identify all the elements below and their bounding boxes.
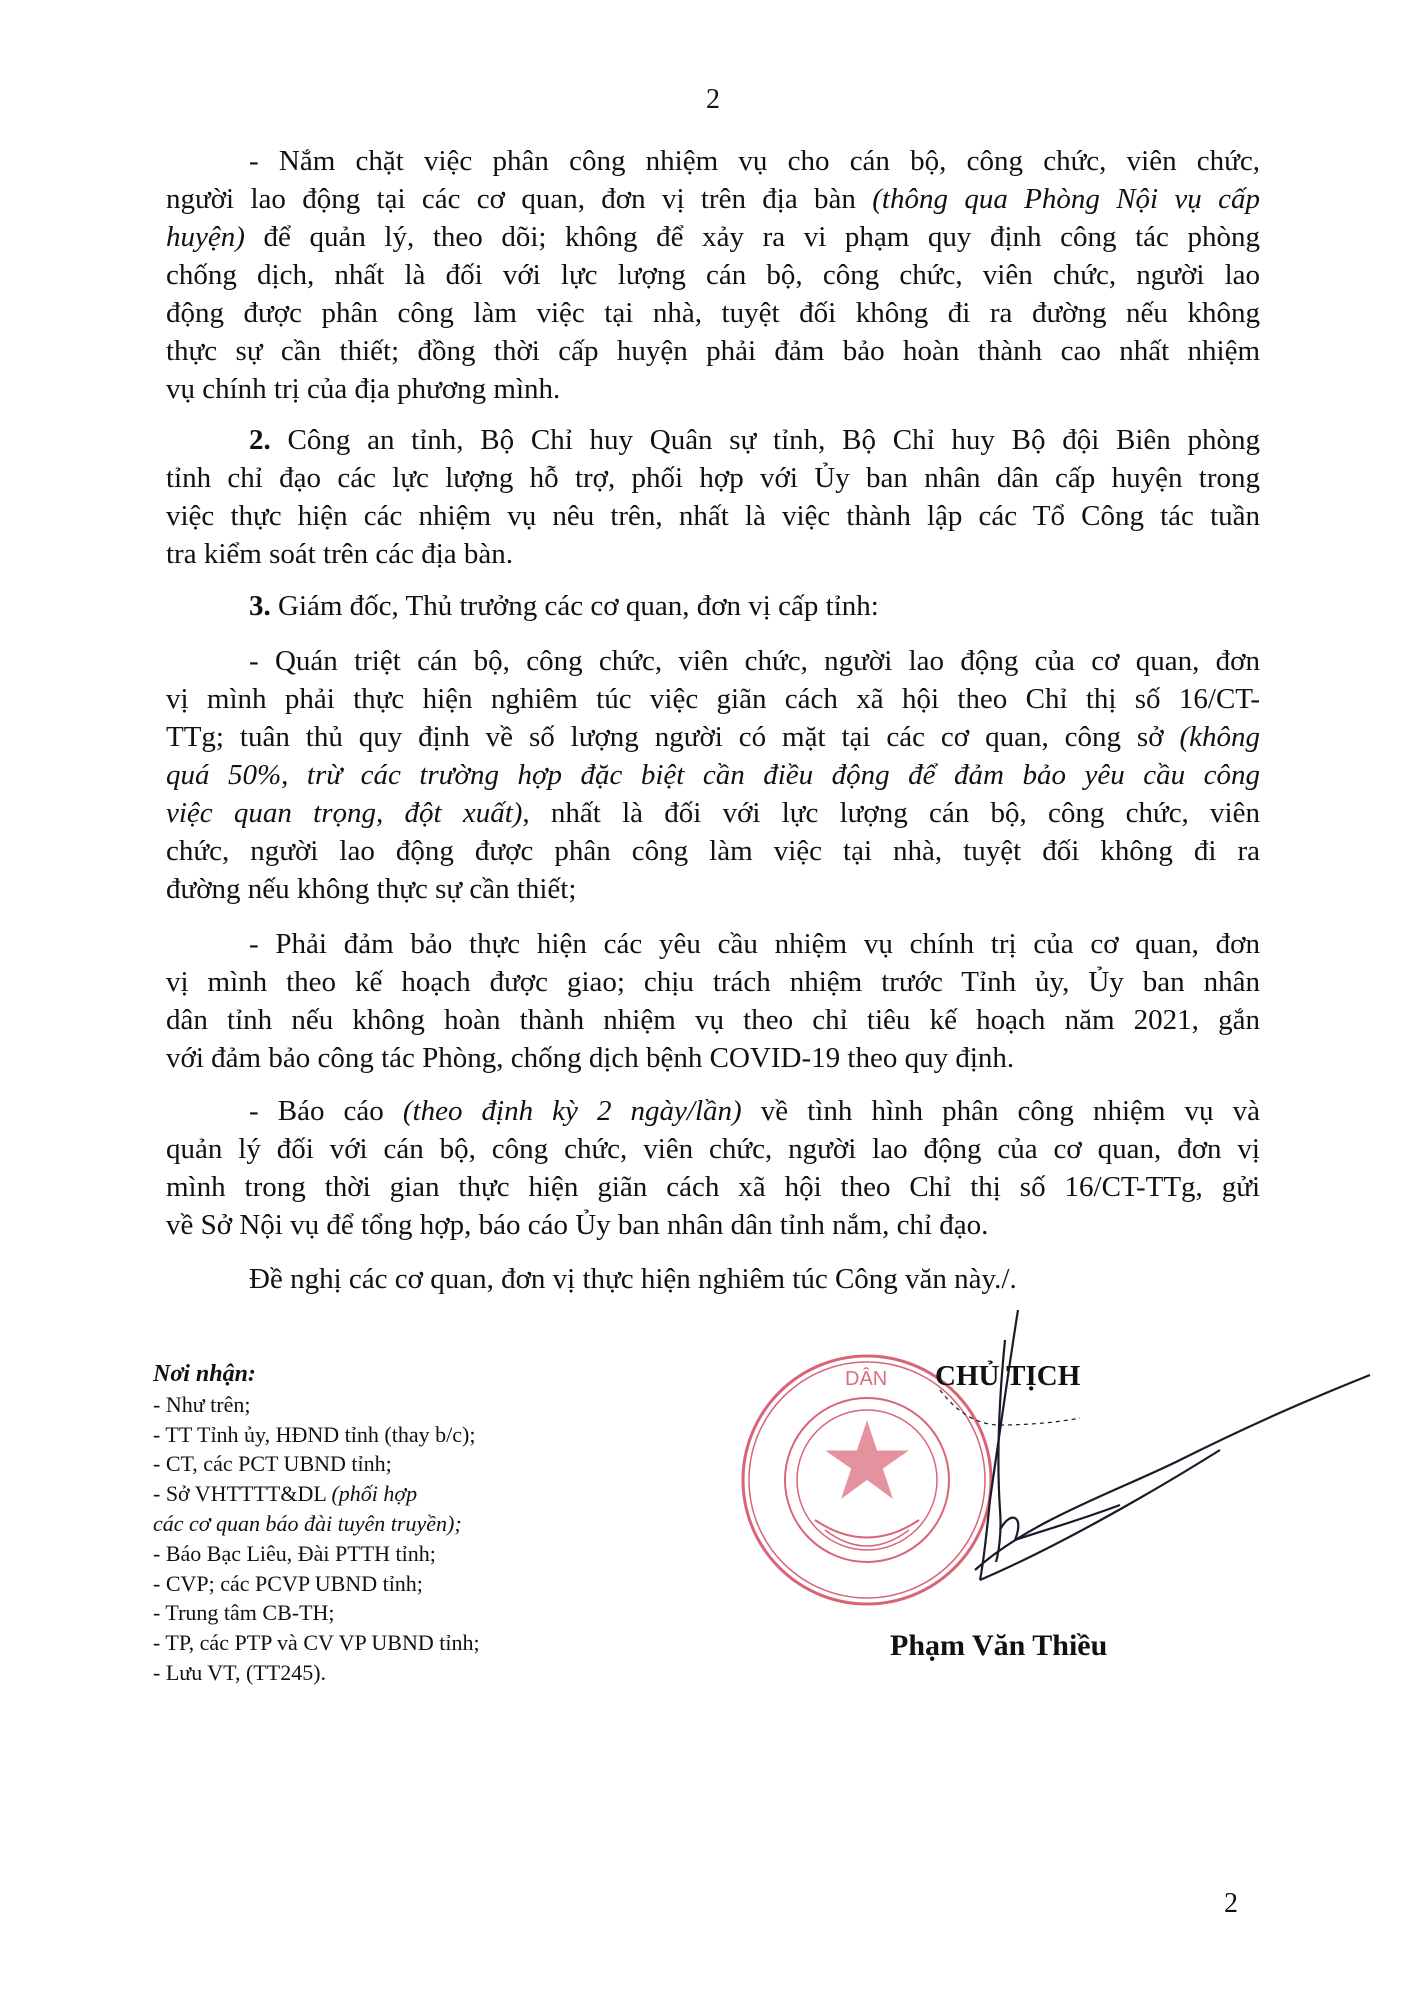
text-line — [166, 1092, 1260, 1130]
text-segment: vị mình theo kế hoạch được giao; chịu trách nhiệm trước Tỉnh ủy, Ủy ban nhân — [166, 966, 1260, 998]
text-line — [166, 535, 1260, 573]
text-line — [166, 180, 1260, 218]
text-segment: dân tỉnh nếu không hoàn thành nhiệm vụ theo chỉ tiêu kế hoạch năm 2021, gắn — [166, 1004, 1260, 1036]
text-segment: - Báo Bạc Liêu, Đài PTTH tỉnh; — [153, 1540, 436, 1566]
text-line — [166, 925, 1260, 963]
recipient-item — [153, 1598, 480, 1628]
text-line — [166, 832, 1260, 870]
text-line — [166, 218, 1260, 256]
text-line — [166, 1168, 1260, 1206]
text-segment: đường nếu không thực sự cần thiết; — [166, 873, 577, 905]
text-line — [166, 497, 1260, 535]
text-segment: - Nắm chặt việc phân công nhiệm vụ cho cán bộ, công chức, viên chức, — [249, 145, 1260, 177]
text-line — [166, 1130, 1260, 1168]
text-line — [166, 587, 1260, 625]
text-line — [166, 1206, 1260, 1244]
text-segment: - Lưu VT, (TT245). — [153, 1659, 327, 1685]
text-segment: - TT Tỉnh ủy, HĐND tỉnh (thay b/c); — [153, 1421, 476, 1447]
text-segment: - CVP; các PCVP UBND tỉnh; — [153, 1570, 423, 1596]
text-segment: - Trung tâm CB-TH; — [153, 1600, 335, 1626]
page-number-bottom: 2 — [1224, 1888, 1238, 1919]
signer-name: Phạm Văn Thiều — [890, 1629, 1108, 1662]
recipient-item — [153, 1420, 480, 1450]
recipients-block — [153, 1360, 480, 1688]
text-segment: (không — [1179, 721, 1260, 753]
text-segment: việc quan trọng, đột xuất) — [166, 797, 523, 829]
text-segment: - Sở VHTTTT&DL — [153, 1481, 332, 1507]
text-segment: về tình hình phân công nhiệm vụ và — [741, 1095, 1260, 1127]
text-segment: TTg; tuân thủ quy định về số lượng người có mặt tại các cơ quan, công sở — [166, 721, 1180, 753]
signer-title: CHỦ TỊCH — [935, 1360, 1081, 1392]
text-line — [166, 459, 1260, 497]
text-segment: vụ chính trị của địa phương mình. — [166, 373, 561, 405]
text-line — [166, 421, 1260, 459]
text-segment: huyện) — [166, 221, 245, 253]
text-segment: (thông qua Phòng Nội vụ cấp — [872, 183, 1261, 215]
text-line — [166, 680, 1260, 718]
text-segment: - Như trên; — [153, 1391, 251, 1417]
text-segment: quá 50%, trừ các trường hợp đặc biệt cần điều động để đảm bảo yêu cầu công — [166, 759, 1260, 791]
text-segment: các cơ quan báo đài tuyên truyền); — [153, 1510, 462, 1536]
paragraph — [166, 925, 1260, 1077]
text-line — [166, 142, 1260, 180]
text-segment: (phối hợp — [331, 1481, 418, 1507]
text-line — [166, 332, 1260, 370]
text-segment: để quản lý, theo dõi; không để xảy ra vi phạm quy định công tác phòng — [244, 221, 1260, 253]
recipient-item — [153, 1569, 480, 1599]
text-segment: , nhất là đối với lực lượng cán bộ, công chức, viên — [522, 797, 1260, 829]
handwritten-signature — [700, 1300, 1380, 1620]
svg-text:DÂN: DÂN — [845, 1368, 888, 1390]
text-line — [166, 642, 1260, 680]
text-segment: về Sở Nội vụ để tổng hợp, báo cáo Ủy ban nhân dân tỉnh nắm, chỉ đạo. — [166, 1209, 989, 1241]
recipient-item — [153, 1479, 480, 1509]
recipients-list — [153, 1390, 480, 1688]
text-line — [166, 963, 1260, 1001]
recipient-item — [153, 1449, 480, 1479]
text-segment: Giám đốc, Thủ trưởng các cơ quan, đơn vị cấp tỉnh: — [270, 590, 879, 622]
recipient-item — [153, 1658, 480, 1688]
text-segment: chống dịch, nhất là đối với lực lượng cán bộ, công chức, viên chức, người lao — [166, 259, 1260, 291]
text-line — [166, 294, 1260, 332]
text-line — [166, 1260, 1260, 1298]
text-segment: vị mình phải thực hiện nghiêm túc việc giãn cách xã hội theo Chỉ thị số 16/CT- — [166, 683, 1260, 715]
text-segment: tỉnh chỉ đạo các lực lượng hỗ trợ, phối hợp với Ủy ban nhân dân cấp huyện trong — [166, 462, 1260, 494]
page-number-top: 2 — [706, 84, 720, 115]
text-segment: quản lý đối với cán bộ, công chức, viên chức, người lao động của cơ quan, đơn vị — [166, 1133, 1260, 1165]
paragraph — [166, 587, 1260, 625]
text-segment: - Phải đảm bảo thực hiện các yêu cầu nhiệm vụ chính trị của cơ quan, đơn — [249, 928, 1260, 960]
text-segment: chức, người lao động được phân công làm việc tại nhà, tuyệt đối không đi ra — [166, 835, 1260, 867]
text-segment: động được phân công làm việc tại nhà, tuyệt đối không đi ra đường nếu không — [166, 297, 1260, 329]
text-segment: việc thực hiện các nhiệm vụ nêu trên, nhất là việc thành lập các Tổ Công tác tuần — [166, 500, 1260, 532]
text-segment: - CT, các PCT UBND tỉnh; — [153, 1451, 392, 1477]
paragraph — [166, 1092, 1260, 1244]
text-line — [166, 794, 1260, 832]
text-line — [166, 718, 1260, 756]
text-line — [166, 370, 1260, 408]
text-segment: - Báo cáo — [249, 1095, 403, 1127]
text-segment: mình trong thời gian thực hiện giãn cách xã hội theo Chỉ thị số 16/CT-TTg, gửi — [166, 1171, 1260, 1203]
recipients-title: Nơi nhận: — [153, 1361, 256, 1387]
paragraph — [166, 142, 1260, 408]
recipient-item — [153, 1539, 480, 1569]
recipient-item — [153, 1628, 480, 1658]
text-segment: thực sự cần thiết; đồng thời cấp huyện phải đảm bảo hoàn thành cao nhất nhiệm — [166, 335, 1260, 367]
paragraph — [166, 642, 1260, 908]
text-segment: (theo định kỳ 2 ngày/lần) — [402, 1095, 742, 1127]
paragraph — [166, 1260, 1260, 1298]
text-segment: Đề nghị các cơ quan, đơn vị thực hiện nghiêm túc Công văn này./. — [249, 1263, 1017, 1295]
recipient-item — [153, 1509, 480, 1539]
text-line — [166, 256, 1260, 294]
text-line — [166, 1039, 1260, 1077]
text-segment: - TP, các PTP và CV VP UBND tỉnh; — [153, 1630, 480, 1656]
recipient-item — [153, 1390, 480, 1420]
text-segment: người lao động tại các cơ quan, đơn vị trên địa bàn — [166, 183, 873, 215]
text-line — [166, 1001, 1260, 1039]
paragraph — [166, 421, 1260, 573]
text-segment: Công an tỉnh, Bộ Chỉ huy Quân sự tỉnh, Bộ Chỉ huy Bộ đội Biên phòng — [270, 424, 1260, 456]
text-segment: với đảm bảo công tác Phòng, chống dịch bệnh COVID-19 theo quy định. — [166, 1042, 1015, 1074]
text-segment: - Quán triệt cán bộ, công chức, viên chức, người lao động của cơ quan, đơn — [249, 645, 1260, 677]
text-segment: 3. — [249, 590, 271, 622]
text-line — [166, 756, 1260, 794]
text-segment: tra kiểm soát trên các địa bàn. — [166, 538, 514, 570]
text-line — [166, 870, 1260, 908]
text-segment: 2. — [249, 424, 271, 456]
